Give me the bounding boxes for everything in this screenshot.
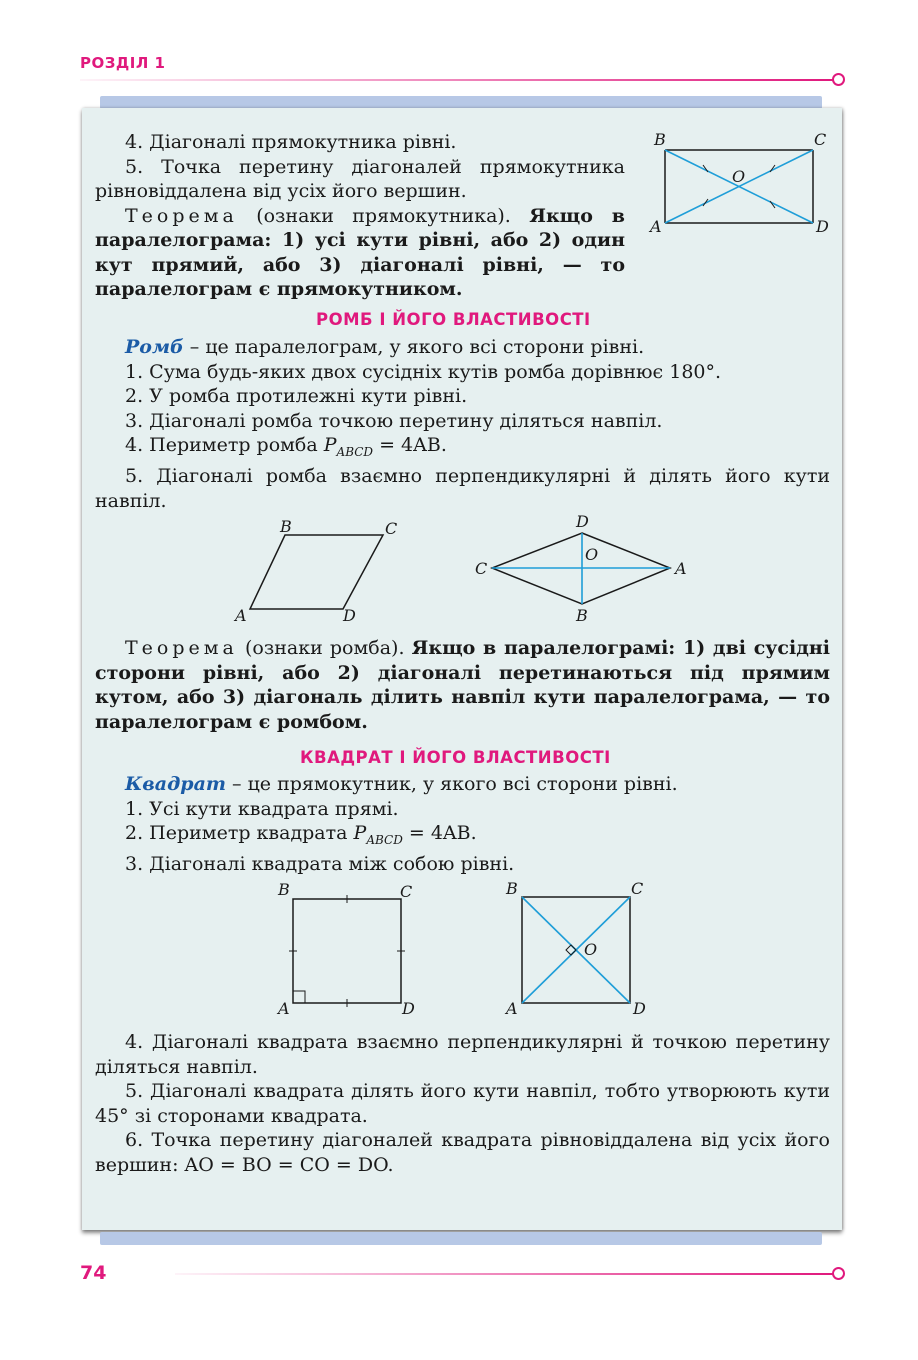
label-d: D [576, 512, 589, 531]
perimeter-p: P [323, 434, 337, 456]
perimeter-rest: = 4AB. [373, 434, 447, 456]
label-c: C [400, 882, 413, 901]
rectangle-prop-4: 4. Діагоналі прямокутника рівні. [125, 131, 457, 153]
label-d: D [343, 606, 356, 625]
square-prop-2 [95, 821, 830, 852]
label-b: B [278, 880, 290, 899]
rhombus-section-title: РОМБ І ЙОГО ВЛАСТИВОСТІ [316, 310, 591, 329]
label-d: D [633, 999, 646, 1018]
label-b: B [576, 606, 588, 625]
header-rule [80, 79, 833, 81]
square-diagonals-figure [500, 878, 670, 1018]
square-more-properties [95, 1030, 830, 1177]
rhombus-definition-text: – це паралелограм, у якого всі сторони рівні. [183, 336, 645, 358]
prop4-prefix: 4. Периметр ромба [125, 434, 324, 456]
label-a: A [506, 999, 518, 1018]
theorem-hint: (ознаки ромба). [245, 637, 405, 659]
square-prop-6: 6. Точка перетину діагоналей квадрата рівновіддалена від усіх його вершин: AO = BO = CO = DO. [95, 1129, 830, 1176]
square-term: Квадрат [125, 773, 226, 795]
square-definition-text: – це прямокутник, у якого всі сторони рівні. [225, 773, 678, 795]
rhombus-prop-5: 5. Діагоналі ромба взаємно перпендикулярні й ділять його кути навпіл. [95, 465, 830, 512]
square-prop-4: 4. Діагоналі квадрата взаємно перпендикулярні й точкою перетину діляться навпіл. [95, 1031, 830, 1078]
rectangle-prop-5: 5. Точка перетину діагоналей прямокутника рівновіддалена від усіх його вершин. [95, 155, 625, 202]
label-c: C [631, 879, 644, 898]
page-number: 74 [80, 1262, 107, 1284]
square-prop-1: 1. Усі кути квадрата прямі. [125, 797, 399, 820]
square-sides-figure [270, 878, 430, 1018]
label-o: O [584, 940, 598, 959]
square-properties [95, 772, 830, 877]
square-prop-3: 3. Діагоналі квадрата між собою рівні. [125, 853, 515, 876]
label-b: B [654, 130, 666, 149]
label-c: C [814, 130, 827, 149]
label-d: D [816, 217, 829, 236]
theorem-text: Якщо в паралелограма: 1) усі кути рівні, або 2) один кут прямий, або 3) діагоналі рівні, — то паралелограм є прямокутником. [95, 204, 625, 300]
label-a: A [675, 559, 687, 578]
label-a: A [235, 606, 247, 625]
rhombus-properties [95, 335, 830, 513]
theorem-hint: (ознаки прямокутника). [256, 204, 511, 227]
label-b: B [506, 879, 518, 898]
rhombus-prop-3: 3. Діагоналі ромба точкою перетину діляться навпіл. [125, 409, 663, 432]
perimeter-sub: ABCD [336, 444, 374, 459]
theorem-word: Теорема [125, 637, 238, 659]
footer-rule-end-circle [832, 1267, 845, 1280]
rhombus-prop-2: 2. У ромба протилежні кути рівні. [125, 385, 468, 407]
rhombus-prop-4 [95, 433, 830, 464]
perimeter-p: P [353, 822, 367, 844]
rectangle-figure [640, 125, 840, 245]
label-d: D [402, 999, 415, 1018]
label-o: O [585, 545, 599, 564]
header-rule-end-circle [832, 73, 845, 86]
rhombus-diagonals-figure [470, 510, 700, 630]
label-o: O [732, 167, 746, 186]
square-section-title: КВАДРАТ І ЙОГО ВЛАСТИВОСТІ [300, 748, 611, 767]
square-definition [95, 772, 830, 797]
theorem-word: Теорема [125, 204, 238, 227]
label-c: C [475, 559, 488, 578]
prop2-prefix: 2. Периметр квадрата [125, 822, 354, 844]
label-a: A [650, 217, 662, 236]
rhombus-term: Ромб [125, 336, 184, 358]
label-c: C [385, 519, 398, 538]
rectangle-properties [95, 130, 625, 302]
rhombus-parallelogram-figure [225, 515, 405, 630]
rectangle-theorem [95, 204, 625, 302]
theorem-text: Якщо в паралелограмі: 1) дві сусідні сторони рівні, або 2) діагоналі перетинаються під прямим кутом, або 3) діагональ ділить навпіл кути паралелограма, — то паралелограм є ромбом. [95, 637, 831, 733]
label-a: A [278, 999, 290, 1018]
panel-bottom-bar [100, 1232, 822, 1245]
rhombus-prop-1: 1. Сума будь-яких двох сусідніх кутів ромба дорівнює 180°. [125, 360, 722, 383]
label-b: B [280, 517, 292, 536]
rhombus-theorem [95, 636, 830, 734]
perimeter-sub: ABCD [366, 832, 403, 847]
rhombus-theorem-block [95, 636, 830, 734]
footer-rule [175, 1273, 833, 1275]
perimeter-rest: = 4AB. [402, 822, 477, 844]
section-label: РОЗДІЛ 1 [80, 54, 166, 72]
rhombus-definition [95, 335, 830, 360]
square-prop-5: 5. Діагоналі квадрата ділять його кути навпіл, тобто утворюють кути 45° зі сторонами квадрата. [95, 1080, 830, 1127]
